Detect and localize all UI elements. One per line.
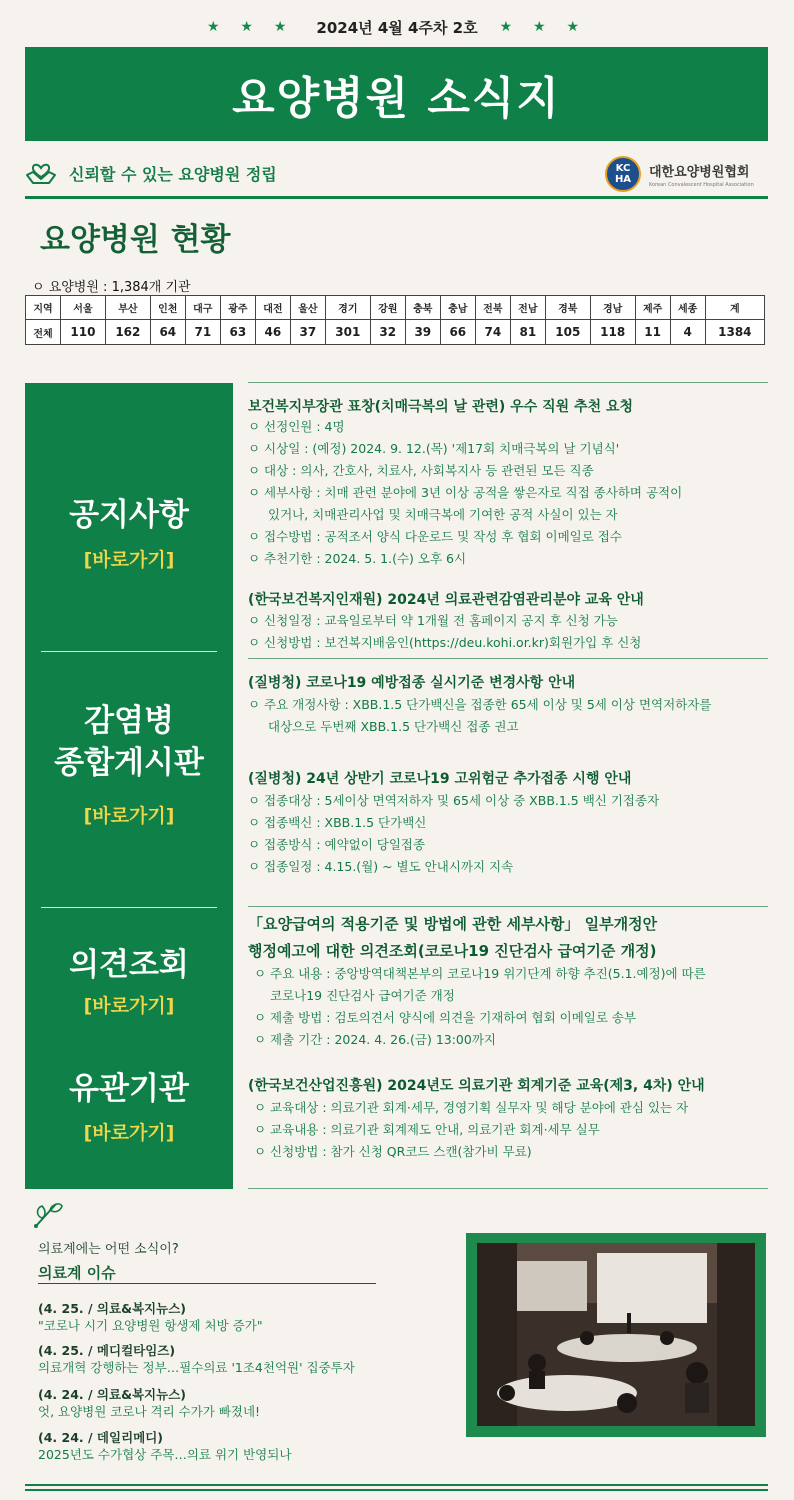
section-divider	[248, 906, 768, 907]
table-cell: 경기	[325, 296, 370, 320]
table-cell: 11	[635, 320, 670, 345]
section-divider	[248, 658, 768, 659]
category-panel	[25, 383, 233, 1189]
list-item: ㅇ 제출 방법 : 검토의견서 양식에 의견을 기재하여 협회 이메일로 송부	[254, 1010, 637, 1025]
logo-name: 대한요양병원협회	[649, 164, 750, 180]
table-cell: 81	[510, 320, 545, 345]
meeting-photo	[477, 1243, 755, 1426]
news-link[interactable]: "코로나 시기 요양병원 항생제 처방 증가"	[38, 1318, 263, 1333]
table-cell: 부산	[105, 296, 150, 320]
news-date: (4. 25. / 메디컬타임즈)	[38, 1343, 176, 1358]
stars-right-icon: ★ ★ ★	[499, 19, 587, 35]
newsletter-title: 요양병원 소식지	[232, 73, 561, 124]
news-date: (4. 24. / 의료&복지뉴스)	[38, 1387, 186, 1402]
table-cell: 37	[290, 320, 325, 345]
list-item: ㅇ 신청일정 : 교육일로부터 약 1개월 전 홈페이지 공지 후 신청 가능	[248, 613, 618, 628]
list-item-continued: 대상으로 두번째 XBB.1.5 단가백신 접종 권고	[268, 719, 519, 734]
list-item: ㅇ 신청방법 : 참가 신청 QR코드 스캔(참가비 무료)	[254, 1144, 532, 1159]
table-cell: 105	[545, 320, 590, 345]
logo-text	[649, 161, 754, 188]
opinion-title-line2[interactable]: 행정예고에 대한 의견조회(코로나19 진단검사 급여기준 개정)	[248, 942, 657, 960]
hospital-count: ㅇ 요양병원 : 1,384개 기관	[32, 280, 191, 295]
list-item: ㅇ 주요 내용 : 중앙방역대책본부의 코로나19 위기단계 하향 추진(5.1.예정)에 따른	[254, 966, 706, 981]
logo-mark-top: KC	[615, 163, 631, 174]
table-cell: 전체	[26, 320, 61, 345]
infection-link[interactable]: [바로가기]	[83, 805, 175, 827]
table-cell: 대전	[255, 296, 290, 320]
news-link[interactable]: 의료개혁 강행하는 정부…필수의료 '1조4천억원' 집중투자	[38, 1360, 355, 1375]
table-cell: 인천	[150, 296, 185, 320]
list-item: ㅇ 제출 기간 : 2024. 4. 26.(금) 13:00까지	[254, 1032, 496, 1047]
list-item: ㅇ 접종대상 : 5세이상 면역저하자 및 65세 이상 중 XBB.1.5 백신 기접종자	[248, 793, 660, 808]
table-cell: 39	[405, 320, 440, 345]
panel-divider	[41, 907, 217, 908]
table-cell: 경북	[545, 296, 590, 320]
related-title-text[interactable]: (한국보건산업진흥원) 2024년도 의료기관 회계기준 교육(제3, 4차) 안내	[248, 1078, 705, 1094]
kcha-logo-icon	[605, 156, 641, 192]
list-item: ㅇ 선정인원 : 4명	[248, 419, 345, 434]
opinion-title: 의견조회	[69, 947, 189, 983]
table-cell: 301	[325, 320, 370, 345]
newsletter-banner	[25, 47, 768, 141]
list-item: ㅇ 세부사항 : 치매 관련 분야에 3년 이상 공적을 쌓은자로 직접 종사하며 공적이	[248, 485, 683, 500]
opinion-link[interactable]: [바로가기]	[83, 995, 175, 1017]
slogan-row	[25, 155, 768, 193]
table-cell: 118	[590, 320, 635, 345]
list-item: ㅇ 접수방법 : 공적조서 양식 다운로드 및 작성 후 협회 이메일로 접수	[248, 529, 622, 544]
table-row	[26, 320, 765, 345]
table-cell: 전남	[510, 296, 545, 320]
table-cell: 110	[61, 320, 106, 345]
list-item: ㅇ 접종일정 : 4.15.(월) ~ 별도 안내시까지 지속	[248, 859, 514, 874]
news-date: (4. 24. / 데일리메디)	[38, 1430, 164, 1445]
table-cell: 66	[440, 320, 475, 345]
table-cell: 강원	[370, 296, 405, 320]
infection-title-line2: 종합게시판	[54, 745, 204, 781]
related-title: 유관기관	[69, 1071, 189, 1107]
news-question: 의료계에는 어떤 소식이?	[38, 1242, 179, 1257]
logo-mark-bottom: HA	[614, 174, 632, 185]
issue-line	[0, 14, 794, 40]
list-item: ㅇ 신청방법 : 보건복지배움인(https://deu.kohi.or.kr)회원가입 후 신청	[248, 635, 642, 650]
panel-divider	[41, 651, 217, 652]
news-date: (4. 25. / 의료&복지뉴스)	[38, 1301, 186, 1316]
table-cell: 충남	[440, 296, 475, 320]
table-cell: 63	[220, 320, 255, 345]
table-cell: 1384	[705, 320, 764, 345]
news-heading: 의료계 이슈	[38, 1264, 116, 1282]
table-cell: 경남	[590, 296, 635, 320]
list-item: ㅇ 주요 개정사항 : XBB.1.5 단가백신을 접종한 65세 이상 및 5세 이상 면역저하자를	[248, 697, 712, 712]
list-item: ㅇ 교육내용 : 의료기관 회계제도 안내, 의료기관 회계·세무 실무	[254, 1122, 600, 1137]
related-link[interactable]: [바로가기]	[83, 1122, 175, 1144]
table-cell: 64	[150, 320, 185, 345]
list-item: ㅇ 추천기한 : 2024. 5. 1.(수) 오후 6시	[248, 551, 467, 566]
table-cell: 162	[105, 320, 150, 345]
news-divider	[38, 1283, 376, 1284]
list-item: ㅇ 접종방식 : 예약없이 당일접종	[248, 837, 426, 852]
handshake-heart-icon	[25, 159, 57, 185]
infection-b-title[interactable]: (질병청) 24년 상반기 코로나19 고위험군 추가접종 시행 안내	[248, 771, 632, 787]
table-cell: 제주	[635, 296, 670, 320]
news-link[interactable]: 엇, 요양병원 코로나 격리 수가가 빠졌네!	[38, 1404, 261, 1419]
notice-a-title[interactable]: 보건복지부장관 표창(치매극복의 날 관련) 우수 직원 추천 요청	[248, 399, 634, 415]
list-item: ㅇ 대상 : 의사, 간호사, 치료사, 사회복지사 등 관련된 모든 직종	[248, 463, 594, 478]
list-item: ㅇ 교육대상 : 의료기관 회계·세무, 경영기획 실무자 및 해당 분야에 관심 있는 자	[254, 1100, 689, 1115]
news-link[interactable]: 2025년도 수가협상 주목…의료 위기 반영되나	[38, 1447, 292, 1462]
table-cell: 전북	[475, 296, 510, 320]
infection-a-title[interactable]: (질병청) 코로나19 예방접종 실시기준 변경사항 안내	[248, 675, 576, 691]
table-cell: 계	[705, 296, 764, 320]
status-title: 요양병원 현황	[40, 222, 231, 258]
stars-left-icon: ★ ★ ★	[207, 19, 295, 35]
table-header-row	[26, 296, 765, 320]
table-cell: 4	[670, 320, 705, 345]
list-item: ㅇ 접종백신 : XBB.1.5 단가백신	[248, 815, 427, 830]
list-item: ㅇ 시상일 : (예정) 2024. 9. 12.(목) '제17회 치매극복의 날 기념식'	[248, 441, 620, 456]
table-cell: 서울	[61, 296, 106, 320]
footer-divider	[25, 1484, 768, 1486]
footer-divider	[25, 1489, 768, 1491]
table-cell: 대구	[185, 296, 220, 320]
section-divider	[248, 382, 768, 383]
notice-title: 공지사항	[69, 497, 189, 533]
header-divider	[25, 196, 768, 199]
logo-english: Korean Convalescent Hospital Association	[649, 181, 754, 188]
table-cell: 울산	[290, 296, 325, 320]
table-cell: 세종	[670, 296, 705, 320]
slogan-text: 신뢰할 수 있는 요양병원 정립	[69, 165, 277, 184]
issue-label: 2024년 4월 4주차 2호	[316, 18, 478, 37]
table-cell: 71	[185, 320, 220, 345]
list-item-continued: 있거나, 치매관리사업 및 치매극복에 기여한 공적 사실이 있는 자	[268, 507, 618, 522]
infection-title-line1: 감염병	[84, 703, 174, 739]
table-cell: 32	[370, 320, 405, 345]
table-cell: 광주	[220, 296, 255, 320]
notice-link[interactable]: [바로가기]	[83, 549, 175, 571]
association-logo[interactable]	[605, 155, 775, 193]
table-cell: 74	[475, 320, 510, 345]
table-cell: 지역	[26, 296, 61, 320]
table-cell: 46	[255, 320, 290, 345]
opinion-title-line1[interactable]: 「요양급여의 적용기준 및 방법에 관한 세부사항」 일부개정안	[248, 915, 658, 933]
notice-b-title[interactable]: (한국보건복지인재원) 2024년 의료관련감염관리분야 교육 안내	[248, 592, 644, 608]
section-divider	[248, 1188, 768, 1189]
list-item-continued: 코로나19 진단검사 급여기준 개정	[270, 988, 455, 1003]
regional-stats-table	[25, 295, 765, 345]
leaf-pen-icon	[30, 1198, 66, 1230]
table-cell: 충북	[405, 296, 440, 320]
